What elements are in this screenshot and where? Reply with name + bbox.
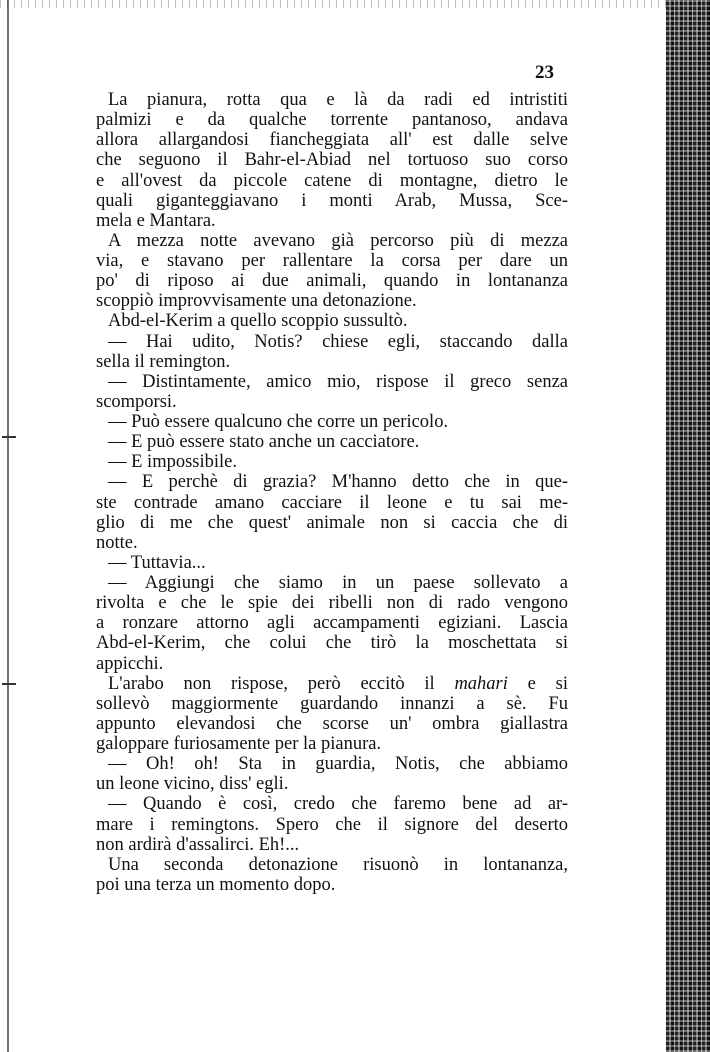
- text-line: ste contrade amano cacciare il leone e tu sai me-: [96, 492, 568, 513]
- text-line: — Aggiungi che siamo in un paese sollevato a: [108, 573, 568, 593]
- text-line: e all'ovest da piccole catene di montagne, dietro le: [96, 170, 568, 191]
- text-line: appunto elevandosi che scorse un' ombra giallastra: [96, 713, 568, 734]
- text-line: La pianura, rotta qua e là da radi ed intristiti: [108, 90, 568, 110]
- paragraph: [96, 754, 568, 794]
- text-segment: e si: [507, 673, 568, 694]
- text-line: — Hai udito, Notis? chiese egli, staccando dalla: [108, 331, 568, 352]
- paragraph: [96, 855, 568, 895]
- paragraph: [96, 472, 568, 553]
- text-line: mela e Mantara.: [96, 210, 216, 231]
- page-left-edge: [7, 0, 9, 1052]
- text-line: via, e stavano per rallentare la corsa per dare un: [96, 251, 568, 271]
- paragraph: [96, 412, 568, 432]
- text-line: poi una terza un momento dopo.: [96, 874, 336, 895]
- paragraph: [96, 372, 568, 412]
- paragraph: [96, 553, 568, 573]
- text-line: palmizi e da qualche torrente pantanoso, andava: [96, 110, 568, 131]
- book-binding-shadow: [666, 0, 710, 1052]
- text-line: [96, 674, 568, 694]
- text-line: A mezza notte avevano già percorso più di mezza: [108, 230, 568, 251]
- text-line: Una seconda detonazione risuonò in lontananza,: [108, 854, 568, 875]
- text-line: — E impossibile.: [108, 452, 237, 473]
- paragraph: [96, 794, 568, 854]
- text-line: — Tuttavia...: [108, 552, 206, 573]
- paragraph: [96, 674, 568, 755]
- page-body: [96, 90, 568, 895]
- text-segment: L'arabo non rispose, però eccitò il: [108, 673, 455, 694]
- text-line: po' di riposo ai due animali, quando in lontananza: [96, 271, 568, 292]
- text-line: appicchi.: [96, 653, 164, 674]
- paragraph: [96, 452, 568, 472]
- paragraph: [96, 573, 568, 674]
- text-line: allora allargandosi fiancheggiata all' est dalle selve: [96, 130, 568, 151]
- text-line: — E può essere stato anche un cacciatore.: [108, 432, 420, 453]
- text-line: sella il remington.: [96, 351, 231, 372]
- text-line: Abd-el-Kerim a quello scoppio sussultò.: [108, 311, 408, 332]
- text-line: — Può essere qualcuno che corre un pericolo.: [108, 412, 449, 432]
- page-number: 23: [535, 62, 554, 83]
- text-line: glio di me che quest' animale non si caccia che di: [96, 512, 568, 533]
- paragraph: [96, 311, 568, 331]
- text-line: — Distintamente, amico mio, rispose il greco senza: [108, 371, 568, 392]
- paragraph: [96, 90, 568, 231]
- text-line: sollevò maggiormente guardando innanzi a sè. Fu: [96, 693, 568, 714]
- text-line: — E perchè di grazia? M'hanno detto che in que-: [108, 472, 568, 493]
- text-line: a ronzare attorno agli accampamenti egiziani. Lascia: [96, 613, 568, 634]
- text-line: rivolta e che le spie dei ribelli non di rado vengono: [96, 593, 568, 614]
- text-line: — Quando è così, credo che faremo bene ad ar-: [108, 794, 568, 815]
- text-line: scomporsi.: [96, 391, 177, 412]
- text-line: galoppare furiosamente per la pianura.: [96, 734, 382, 754]
- edge-mark: [2, 683, 16, 685]
- paragraph: [96, 231, 568, 312]
- text-line: quali giganteggiavano i monti Arab, Mussa, Sce-: [96, 190, 568, 211]
- text-line: mare i remingtons. Spero che il signore del deserto: [96, 814, 568, 835]
- text-line: che seguono il Bahr-el-Abiad nel tortuoso suo corso: [96, 150, 568, 171]
- edge-mark: [2, 436, 16, 438]
- text-line: un leone vicino, diss' egli.: [96, 774, 289, 795]
- text-line: scoppiò improvvisamente una detonazione.: [96, 291, 417, 312]
- text-line: non ardirà d'assalirci. Eh!...: [96, 834, 300, 855]
- text-line: Abd-el-Kerim, che colui che tirò la moschettata si: [96, 633, 568, 654]
- paragraph: [96, 332, 568, 372]
- italic-word: mahari: [454, 673, 508, 694]
- paragraph: [96, 432, 568, 452]
- scan-noise-top: [0, 0, 710, 8]
- text-line: — Oh! oh! Sta in guardia, Notis, che abbiamo: [108, 754, 568, 775]
- text-line: notte.: [96, 532, 138, 553]
